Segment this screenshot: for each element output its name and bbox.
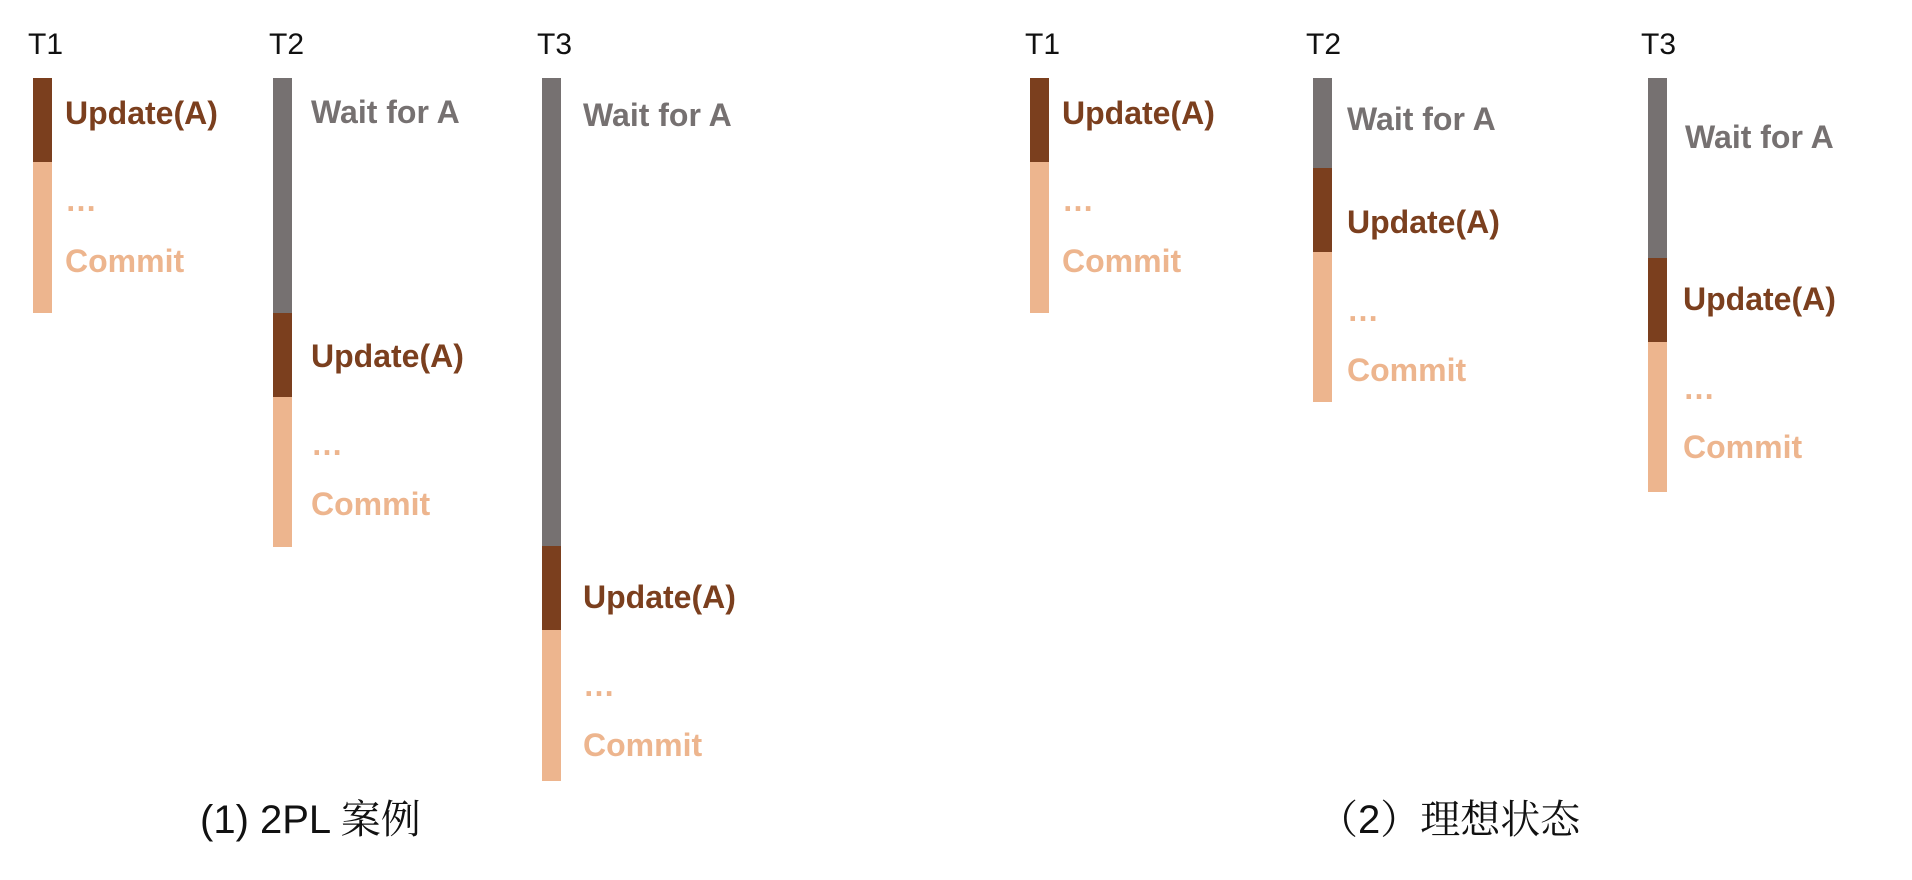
p2-t3-wait-text: Wait for A [1685, 119, 1834, 155]
p2-t1-update-text: Update(A) [1062, 95, 1215, 131]
p1-t2-commit-bar [273, 397, 292, 547]
p1-t1-update-text: Update(A) [65, 95, 218, 131]
p2-t2-wait-text: Wait for A [1347, 101, 1496, 137]
p1-t3-ellipsis-text: … [583, 667, 615, 703]
p2-caption: （2）理想状态 [1318, 798, 1581, 842]
p1-t1-commit-bar [33, 162, 52, 313]
p2-t1-label: T1 [1025, 28, 1061, 61]
p1-t2-ellipsis-text: … [311, 426, 343, 462]
p1-t2-label: T2 [269, 28, 305, 61]
p1-t2-update-bar [273, 313, 292, 397]
p1-t1-update-bar [33, 78, 52, 162]
p1-t2-commit-text: Commit [311, 486, 431, 522]
p2-t3-ellipsis-text: … [1683, 370, 1715, 406]
p1-t3-update-bar [542, 546, 561, 630]
p2-t3-label: T3 [1641, 28, 1677, 61]
p2-t2-commit-text: Commit [1347, 352, 1467, 388]
p2-t2-update-text: Update(A) [1347, 204, 1500, 240]
p1-t3-wait-text: Wait for A [583, 97, 732, 133]
p1-t1-label: T1 [28, 28, 64, 61]
p2-t3-update-text: Update(A) [1683, 281, 1836, 317]
p2-t1-ellipsis-text: … [1062, 182, 1094, 218]
p1-t2-update-text: Update(A) [311, 338, 464, 374]
p2-t2-commit-bar [1313, 252, 1332, 402]
p2-t1-commit-bar [1030, 162, 1049, 313]
p1-t3-wait-bar [542, 78, 561, 546]
p1-t2-wait-text: Wait for A [311, 94, 460, 130]
p1-caption: (1) 2PL 案例 [200, 798, 421, 842]
p2-t2-update-bar [1313, 168, 1332, 252]
p1-t1-commit-text: Commit [65, 243, 185, 279]
p2-t3-commit-text: Commit [1683, 429, 1803, 465]
p2-t3-wait-bar [1648, 78, 1667, 258]
p2-t1-commit-text: Commit [1062, 243, 1182, 279]
p1-t3-commit-bar [542, 630, 561, 781]
p1-t3-commit-text: Commit [583, 727, 703, 763]
p2-t3-update-bar [1648, 258, 1667, 342]
p1-t2-wait-bar [273, 78, 292, 313]
p2-t2-wait-bar [1313, 78, 1332, 168]
p2-t1-update-bar [1030, 78, 1049, 162]
p2-t3-commit-bar [1648, 342, 1667, 492]
p1-t3-update-text: Update(A) [583, 579, 736, 615]
p2-t2-ellipsis-text: … [1347, 292, 1379, 328]
p1-t3-label: T3 [537, 28, 573, 61]
p1-t1-ellipsis-text: … [65, 182, 97, 218]
p2-t2-label: T2 [1306, 28, 1342, 61]
